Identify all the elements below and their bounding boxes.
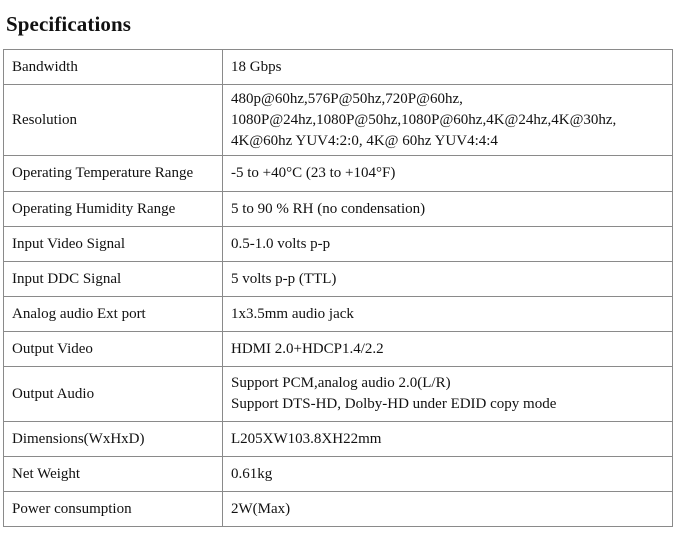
spec-value: [223, 332, 673, 367]
spec-value-line: 1x3.5mm audio jack: [231, 305, 354, 322]
spec-label: Bandwidth: [4, 50, 223, 85]
table-row: [4, 457, 673, 492]
table-row: [4, 85, 673, 156]
spec-value-line: HDMI 2.0+HDCP1.4/2.2: [231, 340, 384, 357]
table-row: [4, 297, 673, 332]
spec-value-line: 4K@60hz YUV4:2:0, 4K@ 60hz YUV4:4:4: [231, 132, 498, 149]
page-title: Specifications: [6, 12, 132, 36]
spec-value: [223, 156, 673, 192]
spec-value: [223, 492, 673, 527]
spec-value: [223, 422, 673, 457]
spec-label: Dimensions(WxHxD): [4, 422, 223, 457]
spec-value-line: 5 volts p-p (TTL): [231, 270, 337, 287]
spec-label: Net Weight: [4, 457, 223, 492]
spec-label: Operating Temperature Range: [4, 156, 223, 192]
spec-value: [223, 367, 673, 422]
spec-label: Output Video: [4, 332, 223, 367]
table-row: [4, 156, 673, 192]
table-row: [4, 50, 673, 85]
spec-label: Analog audio Ext port: [4, 297, 223, 332]
spec-label: Resolution: [4, 85, 223, 156]
spec-value-line: 0.61kg: [231, 465, 273, 482]
spec-value: [223, 50, 673, 85]
table-row: [4, 492, 673, 527]
table-row: [4, 262, 673, 297]
table-row: [4, 332, 673, 367]
table-row: [4, 367, 673, 422]
spec-value-line: -5 to +40°C (23 to +104°F): [231, 165, 396, 181]
spec-value: [223, 262, 673, 297]
spec-label: Output Audio: [4, 367, 223, 422]
spec-value: [223, 85, 673, 156]
spec-value-line: 480p@60hz,576P@50hz,720P@60hz,: [231, 90, 463, 107]
spec-value-line: 2W(Max): [231, 500, 291, 517]
spec-value: [223, 227, 673, 262]
spec-value-line: Support DTS-HD, Dolby-HD under EDID copy mode: [231, 396, 557, 412]
spec-label: Power consumption: [4, 492, 223, 527]
spec-value-line: 5 to 90 % RH (no condensation): [231, 200, 426, 217]
table-row: [4, 422, 673, 457]
spec-value-line: 0.5-1.0 volts p-p: [231, 235, 331, 252]
table-row: [4, 192, 673, 227]
specifications-table: [3, 49, 673, 527]
spec-value-line: 1080P@24hz,1080P@50hz,1080P@60hz,4K@24hz,4K@30hz,: [231, 111, 617, 128]
spec-label: Input Video Signal: [4, 227, 223, 262]
spec-value-line: Support PCM,analog audio 2.0(L/R): [231, 375, 451, 391]
spec-label: Input DDC Signal: [4, 262, 223, 297]
spec-value: [223, 192, 673, 227]
spec-value: [223, 457, 673, 492]
table-row: [4, 227, 673, 262]
spec-value-line: 18 Gbps: [231, 58, 282, 75]
spec-value-line: L205XW103.8XH22mm: [231, 430, 382, 447]
spec-label: Operating Humidity Range: [4, 192, 223, 227]
spec-value: [223, 297, 673, 332]
